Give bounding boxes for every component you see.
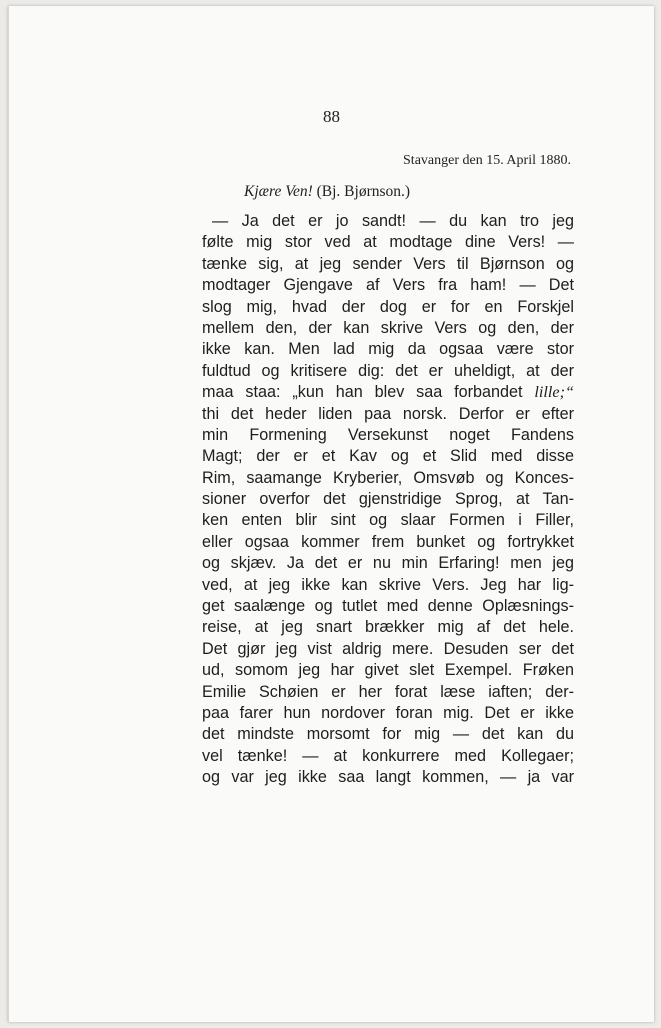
text-line: — Ja det er jo sandt! — du kan tro jeg [212,212,574,230]
text-line: og skjæv. Ja det er nu min Erfaring! men jeg [202,554,574,573]
book-page [8,6,654,1022]
text-line: eller ogsaa kommer frem bunket og fortrykket [202,532,574,551]
text-line-part: maa staa: „kun han blev saa forbandet [202,383,535,402]
text-line: det mindste morsomt for mig — det kan du [202,725,574,744]
salutation [244,183,410,201]
text-line: og var jeg ikke saa langt kommen, — ja var [202,768,574,787]
letter-body [202,211,574,789]
text-line: get saalænge og tutlet med denne Oplæsnings- [202,597,574,616]
text-line-with-emphasis [202,382,574,403]
text-line: Emilie Schøien er her forat læse iaften; der- [202,682,574,701]
text-line: ved, at jeg ikke kan skrive Vers. Jeg har lig- [202,575,574,594]
dateline: Stavanger den 15. April 1880. [403,153,571,168]
text-line: Magt; der er et Kav og et Slid med disse [202,447,574,466]
text-line: følte mig stor ved at modtage dine Vers! — [202,233,574,252]
text-line: sioner overfor det gjenstridige Sprog, at Tan- [202,490,574,509]
text-line: ken enten blir sint og slaar Formen i Filler, [202,511,574,530]
salutation-greeting: Kjære Ven! [244,183,313,200]
text-line: min Formening Versekunst noget Fandens [202,425,574,444]
emphasized-word: lille;“ [534,383,574,402]
text-line: ud, somom jeg har givet slet Exempel. Frøken [202,661,574,680]
text-line: tænke sig, at jeg sender Vers til Bjørnson og [202,254,574,273]
text-line: Det gjør jeg vist aldrig mere. Desuden ser det [202,639,574,658]
text-line: fuldtud og kritisere dig: det er uheldigt, at der [202,361,574,380]
text-line: Rim, saamange Kryberier, Omsvøb og Konces- [202,468,574,487]
text-line: thi det heder liden paa norsk. Derfor er efter [202,404,574,423]
page-number: 88 [323,107,340,126]
text-line: ikke kan. Men lad mig da ogsaa være stor [202,340,574,359]
text-line: slog mig, hvad der dog er for en Forskjel [202,297,574,316]
text-line: vel tænke! — at konkurrere med Kollegaer; [202,746,574,765]
text-line: reise, at jeg snart brækker mig af det hele. [202,618,574,637]
text-line: mellem den, der kan skrive Vers og den, der [202,318,574,337]
text-line: modtager Gjengave af Vers fra ham! — Det [202,276,574,295]
salutation-recipient: (Bj. Bjørnson.) [316,183,411,200]
text-line: paa farer hun nordover foran mig. Det er ikke [202,703,574,722]
